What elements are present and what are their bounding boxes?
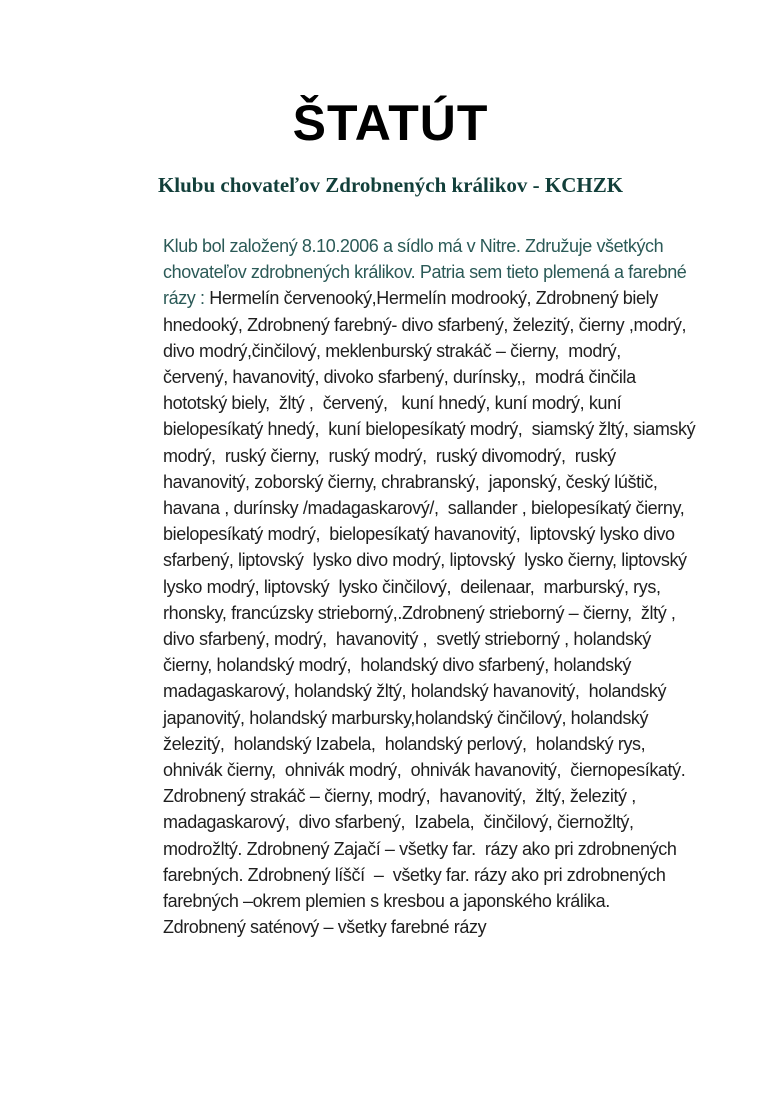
text-line bbox=[163, 862, 723, 888]
text-line bbox=[163, 338, 723, 364]
body-text-segment: modrožltý. Zdrobnený Zajačí – všetky far. rázy ako pri zdrobnených bbox=[163, 838, 677, 859]
body-text-segment: japanovitý, holandský marbursky,holandský činčilový, holandský bbox=[163, 707, 649, 728]
text-line bbox=[163, 390, 723, 416]
text-line bbox=[163, 364, 723, 390]
text-line bbox=[163, 521, 723, 547]
body-text-segment: divo modrý,činčilový, meklenburský strakáč – čierny, modrý, bbox=[163, 340, 621, 361]
body-text-segment: modrý, ruský čierny, ruský modrý, ruský divomodrý, ruský bbox=[163, 445, 616, 466]
body-text-segment: železitý, holandský Izabela, holandský perlový, holandský rys, bbox=[163, 733, 646, 754]
text-line bbox=[163, 469, 723, 495]
intro-text-segment: chovateľov zdrobnených králikov. Patria sem tieto plemená a farebné bbox=[163, 262, 687, 283]
text-line bbox=[163, 705, 723, 731]
text-line bbox=[163, 888, 723, 914]
text-line bbox=[163, 626, 723, 652]
text-line bbox=[163, 809, 723, 835]
text-line bbox=[163, 836, 723, 862]
text-line bbox=[163, 259, 723, 285]
body-text-segment: farebných –okrem plemien s kresbou a japonského králika. bbox=[163, 891, 610, 912]
text-line bbox=[163, 914, 723, 940]
text-line bbox=[163, 652, 723, 678]
body-text-segment: havanovitý, zoborský čierny, chrabranský, japonský, český lúštič, bbox=[163, 471, 658, 492]
text-line bbox=[163, 600, 723, 626]
body-text-segment: čierny, holandský modrý, holandský divo sfarbený, holandský bbox=[163, 655, 631, 676]
body-text-segment: lysko modrý, liptovský lysko činčilový, deilenaar, marburský, rys, bbox=[163, 576, 661, 597]
body-text-segment: bielopesíkatý modrý, bielopesíkatý havanovitý, liptovský lysko divo bbox=[163, 524, 675, 545]
body-text-segment: madagaskarový, holandský žltý, holandský havanovitý, holandský bbox=[163, 681, 667, 702]
body-text-segment: bielopesíkatý hnedý, kuní bielopesíkatý modrý, siamský žltý, siamský bbox=[163, 419, 696, 440]
document-body bbox=[163, 233, 723, 940]
intro-text-segment: rázy : bbox=[163, 288, 210, 309]
body-text-segment: madagaskarový, divo sfarbený, Izabela, činčilový, čiernožltý, bbox=[163, 812, 634, 833]
body-text-segment: ohnivák čierny, ohnivák modrý, ohnivák havanovitý, čiernopesíkatý. bbox=[163, 760, 686, 781]
body-text-segment: Zdrobnený saténový – všetky farebné rázy bbox=[163, 917, 487, 938]
text-line bbox=[163, 495, 723, 521]
text-line bbox=[163, 285, 723, 311]
text-line bbox=[163, 233, 723, 259]
body-text-segment: sfarbený, liptovský lysko divo modrý, liptovský lysko čierny, liptovský bbox=[163, 550, 687, 571]
body-text-segment: červený, havanovitý, divoko sfarbený, durínsky,, modrá činčila bbox=[163, 367, 636, 388]
text-line bbox=[163, 416, 723, 442]
body-text-segment: farebných. Zdrobnený líščí – všetky far. rázy ako pri zdrobnených bbox=[163, 864, 666, 885]
body-text-segment: havana , durínsky /madagaskarový/, sallander , bielopesíkatý čierny, bbox=[163, 498, 685, 519]
text-line bbox=[163, 783, 723, 809]
body-text-segment: Zdrobnený strakáč – čierny, modrý, havanovitý, žltý, železitý , bbox=[163, 786, 636, 807]
text-line bbox=[163, 574, 723, 600]
body-text-segment: divo sfarbený, modrý, havanovitý , svetlý strieborný , holandský bbox=[163, 629, 651, 650]
document-title: ŠTATÚT bbox=[292, 95, 489, 151]
text-line bbox=[163, 547, 723, 573]
body-text-segment: rhonsky, francúzsky strieborný,.Zdrobnený strieborný – čierny, žltý , bbox=[163, 602, 676, 623]
text-line bbox=[163, 731, 723, 757]
intro-text-segment: Klub bol založený 8.10.2006 a sídlo má v Nitre. Združuje všetkých bbox=[163, 236, 664, 256]
text-line bbox=[163, 443, 723, 469]
body-text-segment: hototský biely, žltý , červený, kuní hnedý, kuní modrý, kuní bbox=[163, 393, 622, 414]
text-line bbox=[163, 312, 723, 338]
body-text-segment: hnedooký, Zdrobnený farebný- divo sfarbený, železitý, čierny ,modrý, bbox=[163, 314, 687, 335]
body-text-segment: Hermelín červenooký,Hermelín modrooký, Zdrobnený biely bbox=[209, 288, 658, 309]
text-line bbox=[163, 757, 723, 783]
document-subtitle: Klubu chovateľov Zdrobnených králikov - KCHZK bbox=[157, 173, 624, 197]
text-line bbox=[163, 678, 723, 704]
